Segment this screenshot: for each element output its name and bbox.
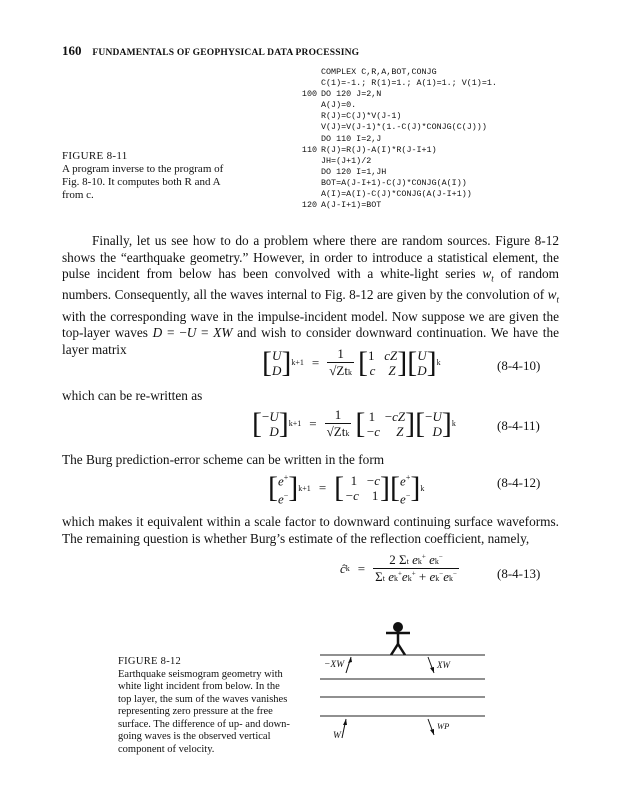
caption-line: going waves is the observed vertical <box>118 731 271 742</box>
caption-line: surface. The difference of up- and down- <box>118 718 290 730</box>
running-header <box>62 43 359 59</box>
code-line: DO 120 I=1,JH <box>321 166 387 177</box>
caption-line: component of velocity. <box>118 743 215 755</box>
label-down-bottom: WP <box>437 721 450 731</box>
code-line: BOT=A(J-I+1)-C(J)*CONJG(A(I)) <box>321 177 467 188</box>
code-listing <box>292 67 592 211</box>
equation-8-4-10: [ U D ] k+1 = $\frac{1}{\text{√Ztk}}$ [ 1 cZ c Z ] [ U D ] k <box>262 345 441 379</box>
equation-8-4-13: ĉ k = $\frac{2 \Sigma t ek^+ ek^-}{\Sigma t ek^+ek^+ + ek^-ek^-}$ <box>340 552 457 584</box>
equation-number: (8-4-10) <box>497 358 541 373</box>
caption-line: Earthquake seismogram geometry with <box>118 668 283 680</box>
caption-line: Fig. 8-10. It computes both R and A <box>62 176 221 188</box>
code-line: JH=(J+1)/2 <box>321 155 372 166</box>
caption-line: top layer, the sum of the waves vanishes <box>118 693 288 705</box>
figure-8-11-caption <box>62 150 292 202</box>
caption-line: A program inverse to the program of <box>62 163 224 175</box>
label-up-bottom: W <box>333 731 341 741</box>
code-line: C(1)=-1.; R(1)=1.; A(1)=1.; V(1)=1. <box>321 78 497 89</box>
figure-title: FIGURE 8-12 <box>118 656 182 667</box>
equation-8-4-11: [ −U D ] k+1 = $\frac{1}{\text{√Ztk}}$ [ 1 −cZ −c Z ] [ −U D ] k <box>252 406 456 440</box>
equation-number: (8-4-12) <box>497 475 541 490</box>
text-rewritten: which can be re-written as <box>62 388 203 403</box>
body-paragraph-1: Finally, let us see how to do a problem where there are random sources. Figure 8-12 shows the “earthquake geometry.” However, in order to introduce a statistical element, the pulse incident from below has been convolved with a white-light series $w_t$ of random numbers. Consequently, all the waves internal to Fig. 8-12 are given by the convolution of $w_t$ with the corresponding wave in the impulse-incident model. Now suppose we are given the top-layer waves D = −U = XW and wish to consider downward continuation. We have the layer matrix <box>62 233 560 357</box>
page-number: 160 <box>62 43 82 58</box>
code-line: A(I)=A(I)-C(J)*CONJG(A(J-I+1)) <box>321 189 472 200</box>
figure-title: FIGURE 8-11 <box>62 150 128 162</box>
equation-number: (8-4-13) <box>497 566 541 581</box>
running-title: FUNDAMENTALS OF GEOPHYSICAL DATA PROCESSING <box>92 48 360 58</box>
text-burg: The Burg prediction-error scheme can be written in the form <box>62 452 385 467</box>
caption-line: representing zero pressure at the free <box>118 706 273 717</box>
code-line: DO 110 I=2,J <box>321 133 382 144</box>
label-up-top: −XW <box>324 660 345 670</box>
equation-number: (8-4-11) <box>497 418 540 433</box>
figure-8-12-caption <box>118 656 318 756</box>
equation-8-4-12: [ e+ e− ] k+1 = [ 1 −c −c 1 ] [ e+ e− ] k <box>268 471 425 507</box>
figure-8-12-diagram <box>320 615 490 755</box>
body-paragraph-2: which makes it equivalent within a scale factor to downward continuing surface waveforms. The remaining question is whether Burg’s estimate of the reflection coefficient, namely, <box>62 514 559 546</box>
label-down-top: XW <box>437 660 450 670</box>
caption-line: white light incident from below. In the <box>118 681 280 692</box>
seismogram-geometry-svg <box>320 615 490 755</box>
code-line: COMPLEX C,R,A,BOT,CONJG <box>321 67 437 77</box>
code-line: 120 A(J-I+1)=BOT <box>301 200 382 211</box>
code-line: 100 DO 120 J=2,N <box>301 89 382 100</box>
caption-line: from c. <box>62 189 94 201</box>
code-line: V(J)=V(J-1)*(1.-C(J)*CONJG(C(J))) <box>321 122 487 133</box>
code-line: A(J)=0. <box>321 100 357 111</box>
code-line: R(J)=C(J)*V(J-1) <box>321 111 402 122</box>
code-line: 110 R(J)=R(J)-A(I)*R(J-I+1) <box>301 144 437 155</box>
person-icon <box>386 623 410 656</box>
